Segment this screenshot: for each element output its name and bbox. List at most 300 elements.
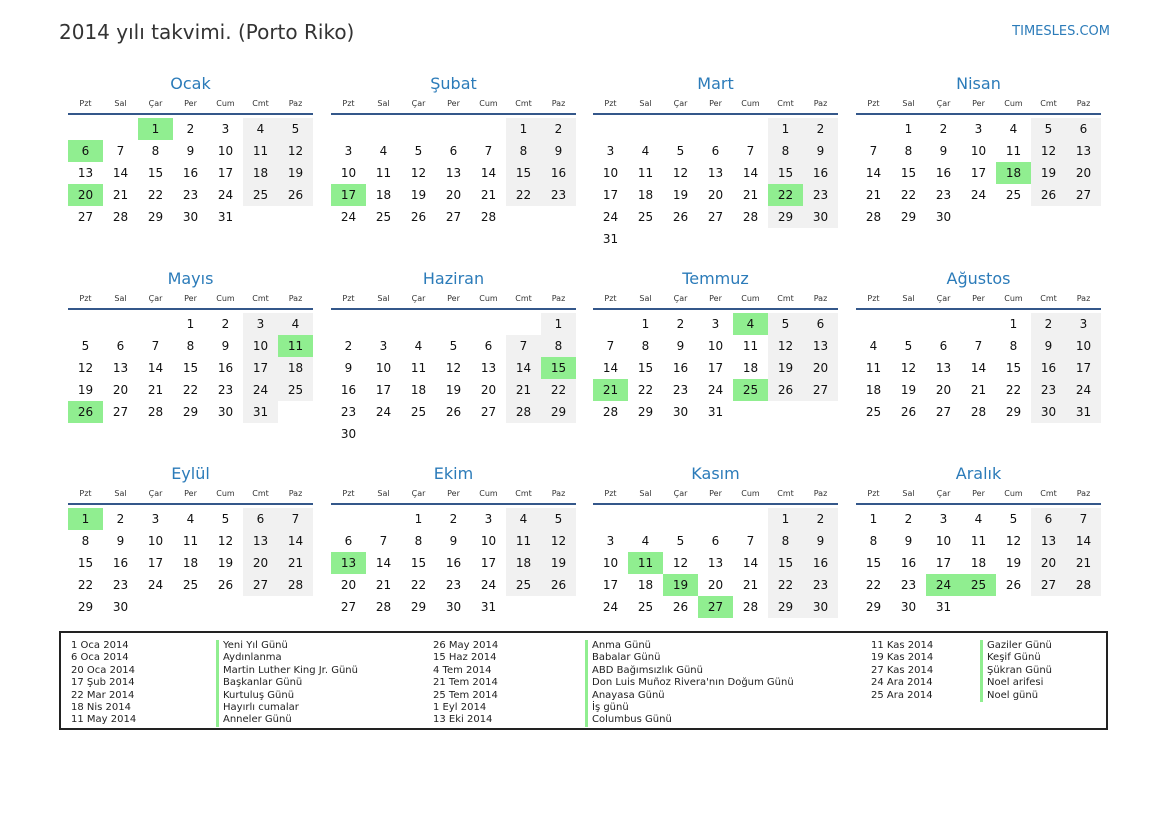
day-cell: 4 [869, 339, 878, 353]
holiday-name: Anayasa Günü [585, 690, 794, 702]
day-cell: 20 [445, 188, 462, 202]
weekend-day-cell: 15 [768, 552, 803, 574]
empty-cell [663, 118, 698, 140]
day-cell: 14 [147, 361, 164, 375]
empty-cell [103, 118, 138, 140]
day-grid [68, 118, 313, 228]
weekend-day-cell: 12 [1031, 140, 1066, 162]
day-cell: 7 [746, 534, 755, 548]
weekday-header [593, 95, 838, 115]
day-cell: 3 [974, 122, 983, 136]
holiday-name: İş günü [585, 702, 794, 714]
day-cell: 6 [711, 144, 720, 158]
weekend-day-cell: 13 [803, 335, 838, 357]
day-cell: 9 [344, 361, 353, 375]
day-cell: 19 [410, 188, 427, 202]
day-cell: 1 [1009, 317, 1018, 331]
weekend-day-cell: 29 [768, 206, 803, 228]
holiday-date: 20 Oca 2014 [71, 664, 136, 676]
weekend-day-cell: 13 [1031, 530, 1066, 552]
day-cell: 18 [182, 556, 199, 570]
holiday-day-cell: 21 [593, 379, 628, 401]
weekday-label: Per [709, 99, 722, 108]
day-cell: 8 [641, 339, 650, 353]
weekday-label: Pzt [79, 294, 92, 303]
day-cell: 21 [112, 188, 129, 202]
holiday-name: Gaziler Günü [980, 640, 1052, 652]
day-cell: 22 [410, 578, 427, 592]
weekday-label: Paz [813, 99, 828, 108]
day-cell: 30 [445, 600, 462, 614]
weekday-label: Per [447, 294, 460, 303]
weekday-header [331, 485, 576, 505]
day-cell: 15 [1005, 361, 1022, 375]
weekend-day-cell: 9 [803, 530, 838, 552]
day-cell: 29 [77, 600, 94, 614]
day-cell: 13 [707, 556, 724, 570]
holiday-day-cell: 4 [733, 313, 768, 335]
day-cell: 28 [375, 600, 392, 614]
weekday-label: Pzt [342, 294, 355, 303]
weekend-day-cell: 17 [243, 357, 278, 379]
day-cell: 24 [602, 600, 619, 614]
holiday-day-cell: 11 [628, 552, 663, 574]
holiday-day-cell: 1 [138, 118, 173, 140]
holiday-day-cell: 6 [68, 140, 103, 162]
day-cell: 13 [112, 361, 129, 375]
holiday-name: Anneler Günü [216, 714, 358, 726]
weekend-day-cell: 6 [803, 313, 838, 335]
empty-cell [331, 508, 366, 530]
holiday-dates-col-3 [871, 640, 933, 702]
day-cell: 9 [904, 534, 913, 548]
weekday-label: Paz [1076, 489, 1091, 498]
day-grid [856, 313, 1101, 423]
empty-cell [628, 118, 663, 140]
day-cell: 13 [935, 361, 952, 375]
day-cell: 27 [707, 210, 724, 224]
weekday-label: Çar [936, 489, 951, 498]
day-cell: 24 [602, 210, 619, 224]
day-cell: 21 [865, 188, 882, 202]
day-cell: 24 [217, 188, 234, 202]
day-cell: 17 [970, 166, 987, 180]
day-cell: 15 [865, 556, 882, 570]
day-cell: 20 [935, 383, 952, 397]
weekend-day-cell: 20 [1031, 552, 1066, 574]
weekend-day-cell: 14 [278, 530, 313, 552]
day-cell: 20 [707, 578, 724, 592]
weekend-day-cell: 21 [506, 379, 541, 401]
holiday-day-cell: 25 [733, 379, 768, 401]
holiday-name: Noel arifesi [980, 677, 1052, 689]
weekday-label: Çar [411, 99, 426, 108]
empty-cell [593, 118, 628, 140]
day-cell: 3 [484, 512, 493, 526]
weekday-label: Sal [639, 489, 652, 498]
weekday-label: Per [972, 489, 985, 498]
day-cell: 8 [904, 144, 913, 158]
weekday-label: Paz [813, 294, 828, 303]
holiday-date: 25 Ara 2014 [871, 689, 933, 701]
day-cell: 26 [217, 578, 234, 592]
day-cell: 18 [410, 383, 427, 397]
holiday-date: 25 Tem 2014 [433, 689, 498, 701]
month-8 [856, 268, 1101, 423]
weekday-header [856, 485, 1101, 505]
day-cell: 15 [77, 556, 94, 570]
weekend-day-cell: 22 [768, 574, 803, 596]
day-cell: 4 [974, 512, 983, 526]
weekend-day-cell: 30 [1031, 401, 1066, 423]
weekday-label: Pzt [867, 294, 880, 303]
weekday-label: Per [184, 489, 197, 498]
day-cell: 5 [414, 144, 423, 158]
day-cell: 17 [147, 556, 164, 570]
day-cell: 28 [865, 210, 882, 224]
day-grid [593, 313, 838, 423]
holiday-legend [59, 631, 1108, 730]
weekday-label: Per [447, 99, 460, 108]
day-cell: 26 [672, 210, 689, 224]
day-grid [331, 508, 576, 618]
day-cell: 10 [707, 339, 724, 353]
day-cell: 28 [970, 405, 987, 419]
holiday-date: 26 May 2014 [433, 640, 499, 651]
weekend-day-cell: 15 [768, 162, 803, 184]
month-9 [68, 463, 313, 618]
day-cell: 30 [182, 210, 199, 224]
month-name: Aralık [955, 464, 1002, 483]
holiday-name: Aydınlanma [216, 652, 358, 664]
weekday-label: Pzt [79, 489, 92, 498]
weekday-label: Cmt [515, 99, 532, 108]
day-cell: 5 [676, 534, 685, 548]
day-cell: 16 [672, 361, 689, 375]
day-cell: 24 [970, 188, 987, 202]
day-cell: 30 [935, 210, 952, 224]
holiday-date: 21 Tem 2014 [433, 677, 498, 689]
holiday-date: 24 Ara 2014 [871, 677, 933, 689]
weekday-label: Cum [1004, 489, 1023, 498]
day-cell: 26 [445, 405, 462, 419]
day-cell: 27 [340, 600, 357, 614]
day-cell: 12 [900, 361, 917, 375]
day-cell: 15 [182, 361, 199, 375]
empty-cell [733, 508, 768, 530]
weekday-label: Sal [377, 99, 390, 108]
holiday-day-cell: 20 [68, 184, 103, 206]
weekend-day-cell: 23 [1031, 379, 1066, 401]
day-cell: 20 [340, 578, 357, 592]
holiday-names-col-3 [980, 640, 1052, 702]
weekday-label: Paz [551, 294, 566, 303]
day-cell: 30 [340, 427, 357, 441]
empty-cell [698, 508, 733, 530]
weekday-label: Pzt [867, 489, 880, 498]
empty-cell [961, 313, 996, 335]
weekend-day-cell: 8 [506, 140, 541, 162]
weekday-label: Çar [673, 489, 688, 498]
day-cell: 8 [151, 144, 160, 158]
weekday-label: Sal [902, 294, 915, 303]
empty-cell [68, 313, 103, 335]
day-cell: 11 [865, 361, 882, 375]
day-cell: 9 [676, 339, 685, 353]
weekend-day-cell: 20 [243, 552, 278, 574]
day-cell: 23 [217, 383, 234, 397]
weekend-day-cell: 15 [506, 162, 541, 184]
weekday-label: Cum [741, 489, 760, 498]
day-cell: 14 [480, 166, 497, 180]
day-cell: 14 [742, 556, 759, 570]
holiday-date: 1 Oca 2014 [71, 640, 129, 651]
day-cell: 14 [970, 361, 987, 375]
weekday-label: Sal [114, 99, 127, 108]
empty-cell [926, 313, 961, 335]
day-cell: 11 [410, 361, 427, 375]
weekend-day-cell: 9 [1031, 335, 1066, 357]
month-name: Mayıs [167, 269, 214, 288]
day-cell: 27 [445, 210, 462, 224]
weekend-day-cell: 19 [541, 552, 576, 574]
day-cell: 31 [707, 405, 724, 419]
day-cell: 20 [480, 383, 497, 397]
month-2 [331, 73, 576, 228]
day-cell: 13 [445, 166, 462, 180]
weekend-day-cell: 28 [506, 401, 541, 423]
weekday-label: Cmt [1040, 99, 1057, 108]
day-cell: 24 [147, 578, 164, 592]
day-cell: 1 [904, 122, 913, 136]
day-cell: 4 [641, 144, 650, 158]
day-cell: 5 [221, 512, 230, 526]
day-cell: 26 [1005, 578, 1022, 592]
day-cell: 6 [711, 534, 720, 548]
day-cell: 9 [186, 144, 195, 158]
weekend-day-cell: 16 [803, 552, 838, 574]
month-name: Mart [697, 74, 734, 93]
day-cell: 11 [182, 534, 199, 548]
weekday-label: Paz [1076, 294, 1091, 303]
weekday-label: Per [709, 294, 722, 303]
day-cell: 11 [375, 166, 392, 180]
day-cell: 22 [637, 383, 654, 397]
weekend-day-cell: 24 [243, 379, 278, 401]
empty-cell [366, 508, 401, 530]
weekday-label: Per [972, 99, 985, 108]
day-cell: 22 [182, 383, 199, 397]
day-cell: 28 [742, 210, 759, 224]
day-grid [593, 118, 838, 250]
day-cell: 2 [221, 317, 230, 331]
empty-cell [593, 508, 628, 530]
weekend-day-cell: 14 [1066, 530, 1101, 552]
weekend-day-cell: 7 [506, 335, 541, 357]
day-cell: 16 [445, 556, 462, 570]
day-cell: 23 [445, 578, 462, 592]
day-cell: 3 [221, 122, 230, 136]
weekday-label: Çar [936, 99, 951, 108]
day-cell: 7 [974, 339, 983, 353]
day-cell: 7 [869, 144, 878, 158]
weekday-label: Paz [288, 294, 303, 303]
day-cell: 6 [344, 534, 353, 548]
holiday-date: 11 Kas 2014 [871, 640, 934, 651]
day-grid [331, 118, 576, 228]
weekend-day-cell: 23 [803, 574, 838, 596]
holiday-day-cell: 1 [68, 508, 103, 530]
day-cell: 9 [939, 144, 948, 158]
day-cell: 21 [970, 383, 987, 397]
day-cell: 30 [217, 405, 234, 419]
weekday-label: Cmt [252, 489, 269, 498]
day-cell: 9 [116, 534, 125, 548]
day-cell: 25 [182, 578, 199, 592]
holiday-name: Noel günü [980, 690, 1052, 702]
day-cell: 2 [904, 512, 913, 526]
empty-cell [436, 118, 471, 140]
day-cell: 10 [480, 534, 497, 548]
weekday-label: Sal [639, 99, 652, 108]
day-cell: 22 [865, 578, 882, 592]
weekend-day-cell: 30 [803, 596, 838, 618]
weekend-day-cell: 6 [1031, 508, 1066, 530]
weekday-label: Cmt [777, 294, 794, 303]
day-cell: 30 [112, 600, 129, 614]
day-cell: 5 [81, 339, 90, 353]
weekday-label: Cum [741, 99, 760, 108]
day-cell: 4 [414, 339, 423, 353]
day-cell: 2 [186, 122, 195, 136]
weekend-day-cell: 23 [803, 184, 838, 206]
weekend-day-cell: 30 [803, 206, 838, 228]
weekend-day-cell: 7 [1066, 508, 1101, 530]
brand-link[interactable]: TIMESLES.COM [1012, 24, 1110, 39]
day-cell: 8 [869, 534, 878, 548]
weekday-label: Cum [216, 294, 235, 303]
weekday-label: Pzt [867, 99, 880, 108]
weekend-day-cell: 19 [768, 357, 803, 379]
weekday-label: Cum [216, 99, 235, 108]
day-cell: 15 [147, 166, 164, 180]
day-cell: 25 [865, 405, 882, 419]
holiday-day-cell: 25 [961, 574, 996, 596]
day-cell: 3 [939, 512, 948, 526]
day-cell: 7 [116, 144, 125, 158]
weekend-day-cell: 20 [803, 357, 838, 379]
month-4 [856, 73, 1101, 228]
weekday-label: Cum [479, 489, 498, 498]
day-cell: 7 [746, 144, 755, 158]
day-cell: 10 [375, 361, 392, 375]
weekend-day-cell: 24 [1066, 379, 1101, 401]
empty-cell [628, 508, 663, 530]
holiday-date: 18 Nis 2014 [71, 701, 131, 713]
day-cell: 17 [375, 383, 392, 397]
weekend-day-cell: 10 [1066, 335, 1101, 357]
day-cell: 5 [904, 339, 913, 353]
day-cell: 9 [449, 534, 458, 548]
day-cell: 6 [484, 339, 493, 353]
month-7 [593, 268, 838, 423]
day-cell: 22 [147, 188, 164, 202]
weekday-label: Pzt [604, 489, 617, 498]
day-grid [331, 313, 576, 445]
empty-cell [366, 118, 401, 140]
weekend-day-cell: 1 [768, 118, 803, 140]
weekday-label: Cmt [1040, 294, 1057, 303]
day-cell: 21 [480, 188, 497, 202]
weekend-day-cell: 1 [506, 118, 541, 140]
day-cell: 17 [707, 361, 724, 375]
month-10 [331, 463, 576, 618]
month-name: Eylül [171, 464, 210, 483]
day-cell: 21 [147, 383, 164, 397]
page-title: 2014 yılı takvimi. (Porto Riko) [59, 20, 355, 44]
day-cell: 10 [970, 144, 987, 158]
day-cell: 12 [410, 166, 427, 180]
day-cell: 16 [217, 361, 234, 375]
weekend-day-cell: 18 [243, 162, 278, 184]
day-cell: 1 [414, 512, 423, 526]
day-cell: 26 [672, 600, 689, 614]
holiday-names-col-1 [216, 640, 358, 727]
weekday-label: Paz [551, 489, 566, 498]
day-cell: 21 [742, 188, 759, 202]
day-grid [856, 118, 1101, 228]
holiday-date: 19 Kas 2014 [871, 652, 934, 664]
weekday-label: Per [184, 99, 197, 108]
day-cell: 2 [344, 339, 353, 353]
weekend-day-cell: 18 [278, 357, 313, 379]
day-cell: 5 [449, 339, 458, 353]
day-cell: 19 [900, 383, 917, 397]
day-cell: 10 [602, 166, 619, 180]
day-cell: 5 [1009, 512, 1018, 526]
weekday-header [593, 485, 838, 505]
day-cell: 20 [707, 188, 724, 202]
weekend-day-cell: 12 [541, 530, 576, 552]
holiday-day-cell: 18 [996, 162, 1031, 184]
weekend-day-cell: 27 [1031, 574, 1066, 596]
weekend-day-cell: 29 [541, 401, 576, 423]
day-cell: 10 [340, 166, 357, 180]
weekday-label: Sal [639, 294, 652, 303]
weekday-label: Paz [288, 489, 303, 498]
holiday-day-cell: 15 [541, 357, 576, 379]
day-cell: 24 [707, 383, 724, 397]
weekday-label: Cum [479, 294, 498, 303]
day-cell: 31 [935, 600, 952, 614]
holiday-day-cell: 22 [768, 184, 803, 206]
day-cell: 23 [935, 188, 952, 202]
weekday-label: Sal [114, 294, 127, 303]
day-cell: 29 [410, 600, 427, 614]
weekday-header [331, 95, 576, 115]
empty-cell [698, 118, 733, 140]
weekday-label: Paz [551, 99, 566, 108]
day-cell: 14 [602, 361, 619, 375]
holiday-name: ABD Bağımsızlık Günü [585, 665, 794, 677]
day-cell: 6 [116, 339, 125, 353]
weekday-label: Sal [377, 294, 390, 303]
day-cell: 31 [602, 232, 619, 246]
weekday-label: Per [972, 294, 985, 303]
holiday-day-cell: 26 [68, 401, 103, 423]
weekday-label: Pzt [79, 99, 92, 108]
day-cell: 17 [480, 556, 497, 570]
